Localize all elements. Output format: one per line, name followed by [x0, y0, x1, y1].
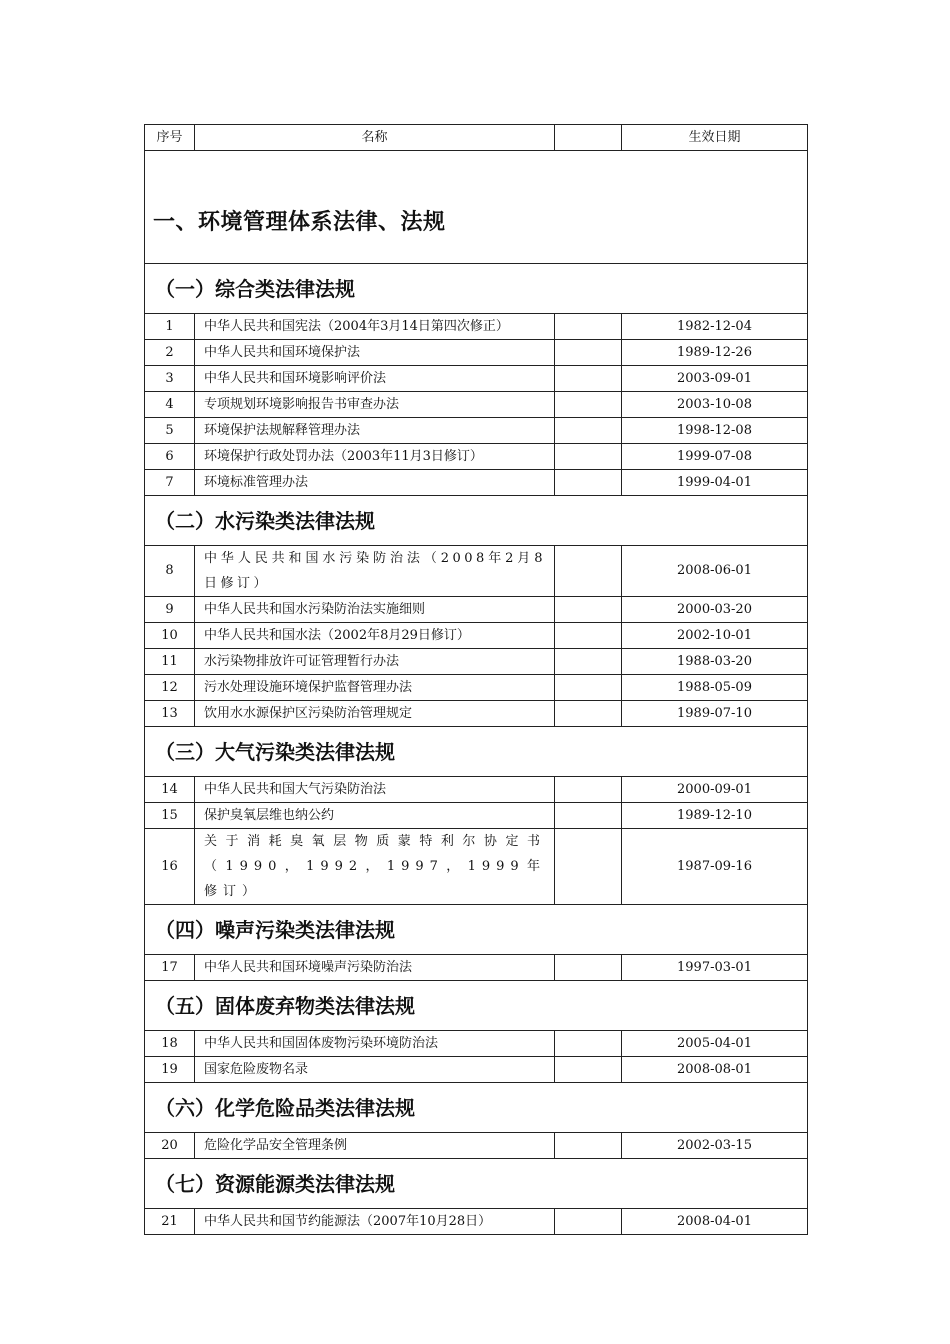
row-date: 2000-03-20: [622, 597, 808, 623]
row-extra: [555, 366, 622, 392]
row-date: 2005-04-01: [622, 1031, 808, 1057]
row-name: 危险化学品安全管理条例: [195, 1133, 555, 1159]
row-date: 1999-07-08: [622, 444, 808, 470]
section-title: （二）水污染类法律法规: [155, 508, 375, 533]
row-name: 中华人民共和国水污染防治法（2008年2月8日修订）: [195, 546, 555, 597]
row-no: 14: [145, 777, 195, 803]
row-name: 中华人民共和国宪法（2004年3月14日第四次修正）: [195, 314, 555, 340]
table-header-row: [145, 125, 808, 151]
row-no: 15: [145, 803, 195, 829]
section-row: [145, 981, 808, 1031]
row-date: 1988-03-20: [622, 649, 808, 675]
row-extra: [555, 418, 622, 444]
table-row: [145, 1031, 808, 1057]
main-title-row: [145, 151, 808, 264]
row-date: 2008-06-01: [622, 546, 808, 597]
table-row: [145, 1209, 808, 1235]
table-row: [145, 1133, 808, 1159]
row-extra: [555, 675, 622, 701]
table-row: [145, 955, 808, 981]
row-date: 1989-07-10: [622, 701, 808, 727]
row-extra: [555, 1209, 622, 1235]
table-row: [145, 701, 808, 727]
row-extra: [555, 1057, 622, 1083]
row-name: 环境保护法规解释管理办法: [195, 418, 555, 444]
row-extra: [555, 392, 622, 418]
table-row: [145, 803, 808, 829]
row-date: 2002-03-15: [622, 1133, 808, 1159]
row-no: 7: [145, 470, 195, 496]
row-name: 专项规划环境影响报告书审查办法: [195, 392, 555, 418]
row-name: 中华人民共和国固体废物污染环境防治法: [195, 1031, 555, 1057]
row-no: 8: [145, 546, 195, 597]
row-name: 中华人民共和国节约能源法（2007年10月28日）: [195, 1209, 555, 1235]
section-row: [145, 727, 808, 777]
row-date: 1998-12-08: [622, 418, 808, 444]
row-no: 11: [145, 649, 195, 675]
row-date: 2002-10-01: [622, 623, 808, 649]
row-extra: [555, 777, 622, 803]
row-extra: [555, 470, 622, 496]
row-name: 中华人民共和国环境影响评价法: [195, 366, 555, 392]
row-extra: [555, 340, 622, 366]
row-date: 2000-09-01: [622, 777, 808, 803]
table-row: [145, 470, 808, 496]
table-row: [145, 597, 808, 623]
row-date: 1989-12-10: [622, 803, 808, 829]
main-title: 一、环境管理体系法律、法规: [153, 209, 446, 235]
row-extra: [555, 829, 622, 905]
row-no: 5: [145, 418, 195, 444]
row-name: 中华人民共和国水污染防治法实施细则: [195, 597, 555, 623]
section-title: （七）资源能源类法律法规: [155, 1171, 395, 1196]
section-title: （三）大气污染类法律法规: [155, 739, 395, 764]
header-date: 生效日期: [622, 125, 808, 151]
table-row: [145, 1057, 808, 1083]
table-row: [145, 829, 808, 905]
section-row: [145, 496, 808, 546]
row-extra: [555, 444, 622, 470]
row-no: 9: [145, 597, 195, 623]
row-date: 1988-05-09: [622, 675, 808, 701]
table-row: [145, 314, 808, 340]
section-title: （五）固体废弃物类法律法规: [155, 993, 415, 1018]
row-no: 10: [145, 623, 195, 649]
section-title: （六）化学危险品类法律法规: [155, 1095, 415, 1120]
row-extra: [555, 803, 622, 829]
row-name: 中华人民共和国环境噪声污染防治法: [195, 955, 555, 981]
row-extra: [555, 701, 622, 727]
row-no: 19: [145, 1057, 195, 1083]
row-no: 3: [145, 366, 195, 392]
row-no: 12: [145, 675, 195, 701]
table-row: [145, 675, 808, 701]
row-name: 关于消耗臭氧层物质蒙特利尔协定书（1990，1992，1997，1999年修订）: [195, 829, 555, 905]
row-extra: [555, 546, 622, 597]
row-name: 环境标准管理办法: [195, 470, 555, 496]
table-row: [145, 418, 808, 444]
header-name: 名称: [195, 125, 555, 151]
row-name: 中华人民共和国水法（2002年8月29日修订）: [195, 623, 555, 649]
table-row: [145, 777, 808, 803]
table-row: [145, 623, 808, 649]
row-no: 1: [145, 314, 195, 340]
section-row: [145, 905, 808, 955]
row-no: 6: [145, 444, 195, 470]
row-date: 1982-12-04: [622, 314, 808, 340]
row-name: 污水处理设施环境保护监督管理办法: [195, 675, 555, 701]
row-name: 国家危险废物名录: [195, 1057, 555, 1083]
section-row: [145, 264, 808, 314]
row-name: 水污染物排放许可证管理暂行办法: [195, 649, 555, 675]
row-no: 18: [145, 1031, 195, 1057]
row-no: 17: [145, 955, 195, 981]
row-name: 中华人民共和国环境保护法: [195, 340, 555, 366]
row-date: 1999-04-01: [622, 470, 808, 496]
row-name: 中华人民共和国大气污染防治法: [195, 777, 555, 803]
row-no: 4: [145, 392, 195, 418]
row-no: 20: [145, 1133, 195, 1159]
table-row: [145, 392, 808, 418]
row-date: 1997-03-01: [622, 955, 808, 981]
section-row: [145, 1083, 808, 1133]
row-date: 2003-09-01: [622, 366, 808, 392]
row-date: 1987-09-16: [622, 829, 808, 905]
row-no: 2: [145, 340, 195, 366]
table-row: [145, 546, 808, 597]
header-no: 序号: [145, 125, 195, 151]
row-extra: [555, 1031, 622, 1057]
row-no: 21: [145, 1209, 195, 1235]
row-extra: [555, 1133, 622, 1159]
row-no: 16: [145, 829, 195, 905]
section-title: （四）噪声污染类法律法规: [155, 917, 395, 942]
row-date: 2008-04-01: [622, 1209, 808, 1235]
row-no: 13: [145, 701, 195, 727]
row-date: 2008-08-01: [622, 1057, 808, 1083]
section-row: [145, 1159, 808, 1209]
section-title: （一）综合类法律法规: [155, 276, 355, 301]
table-row: [145, 340, 808, 366]
header-extra: [555, 125, 622, 151]
row-name: 环境保护行政处罚办法（2003年11月3日修订）: [195, 444, 555, 470]
table-row: [145, 649, 808, 675]
row-date: 2003-10-08: [622, 392, 808, 418]
row-extra: [555, 955, 622, 981]
row-extra: [555, 314, 622, 340]
row-extra: [555, 623, 622, 649]
row-extra: [555, 649, 622, 675]
table-row: [145, 444, 808, 470]
row-name: 保护臭氧层维也纳公约: [195, 803, 555, 829]
row-name: 饮用水水源保护区污染防治管理规定: [195, 701, 555, 727]
regulations-table: [144, 124, 808, 1235]
table-row: [145, 366, 808, 392]
row-date: 1989-12-26: [622, 340, 808, 366]
row-extra: [555, 597, 622, 623]
